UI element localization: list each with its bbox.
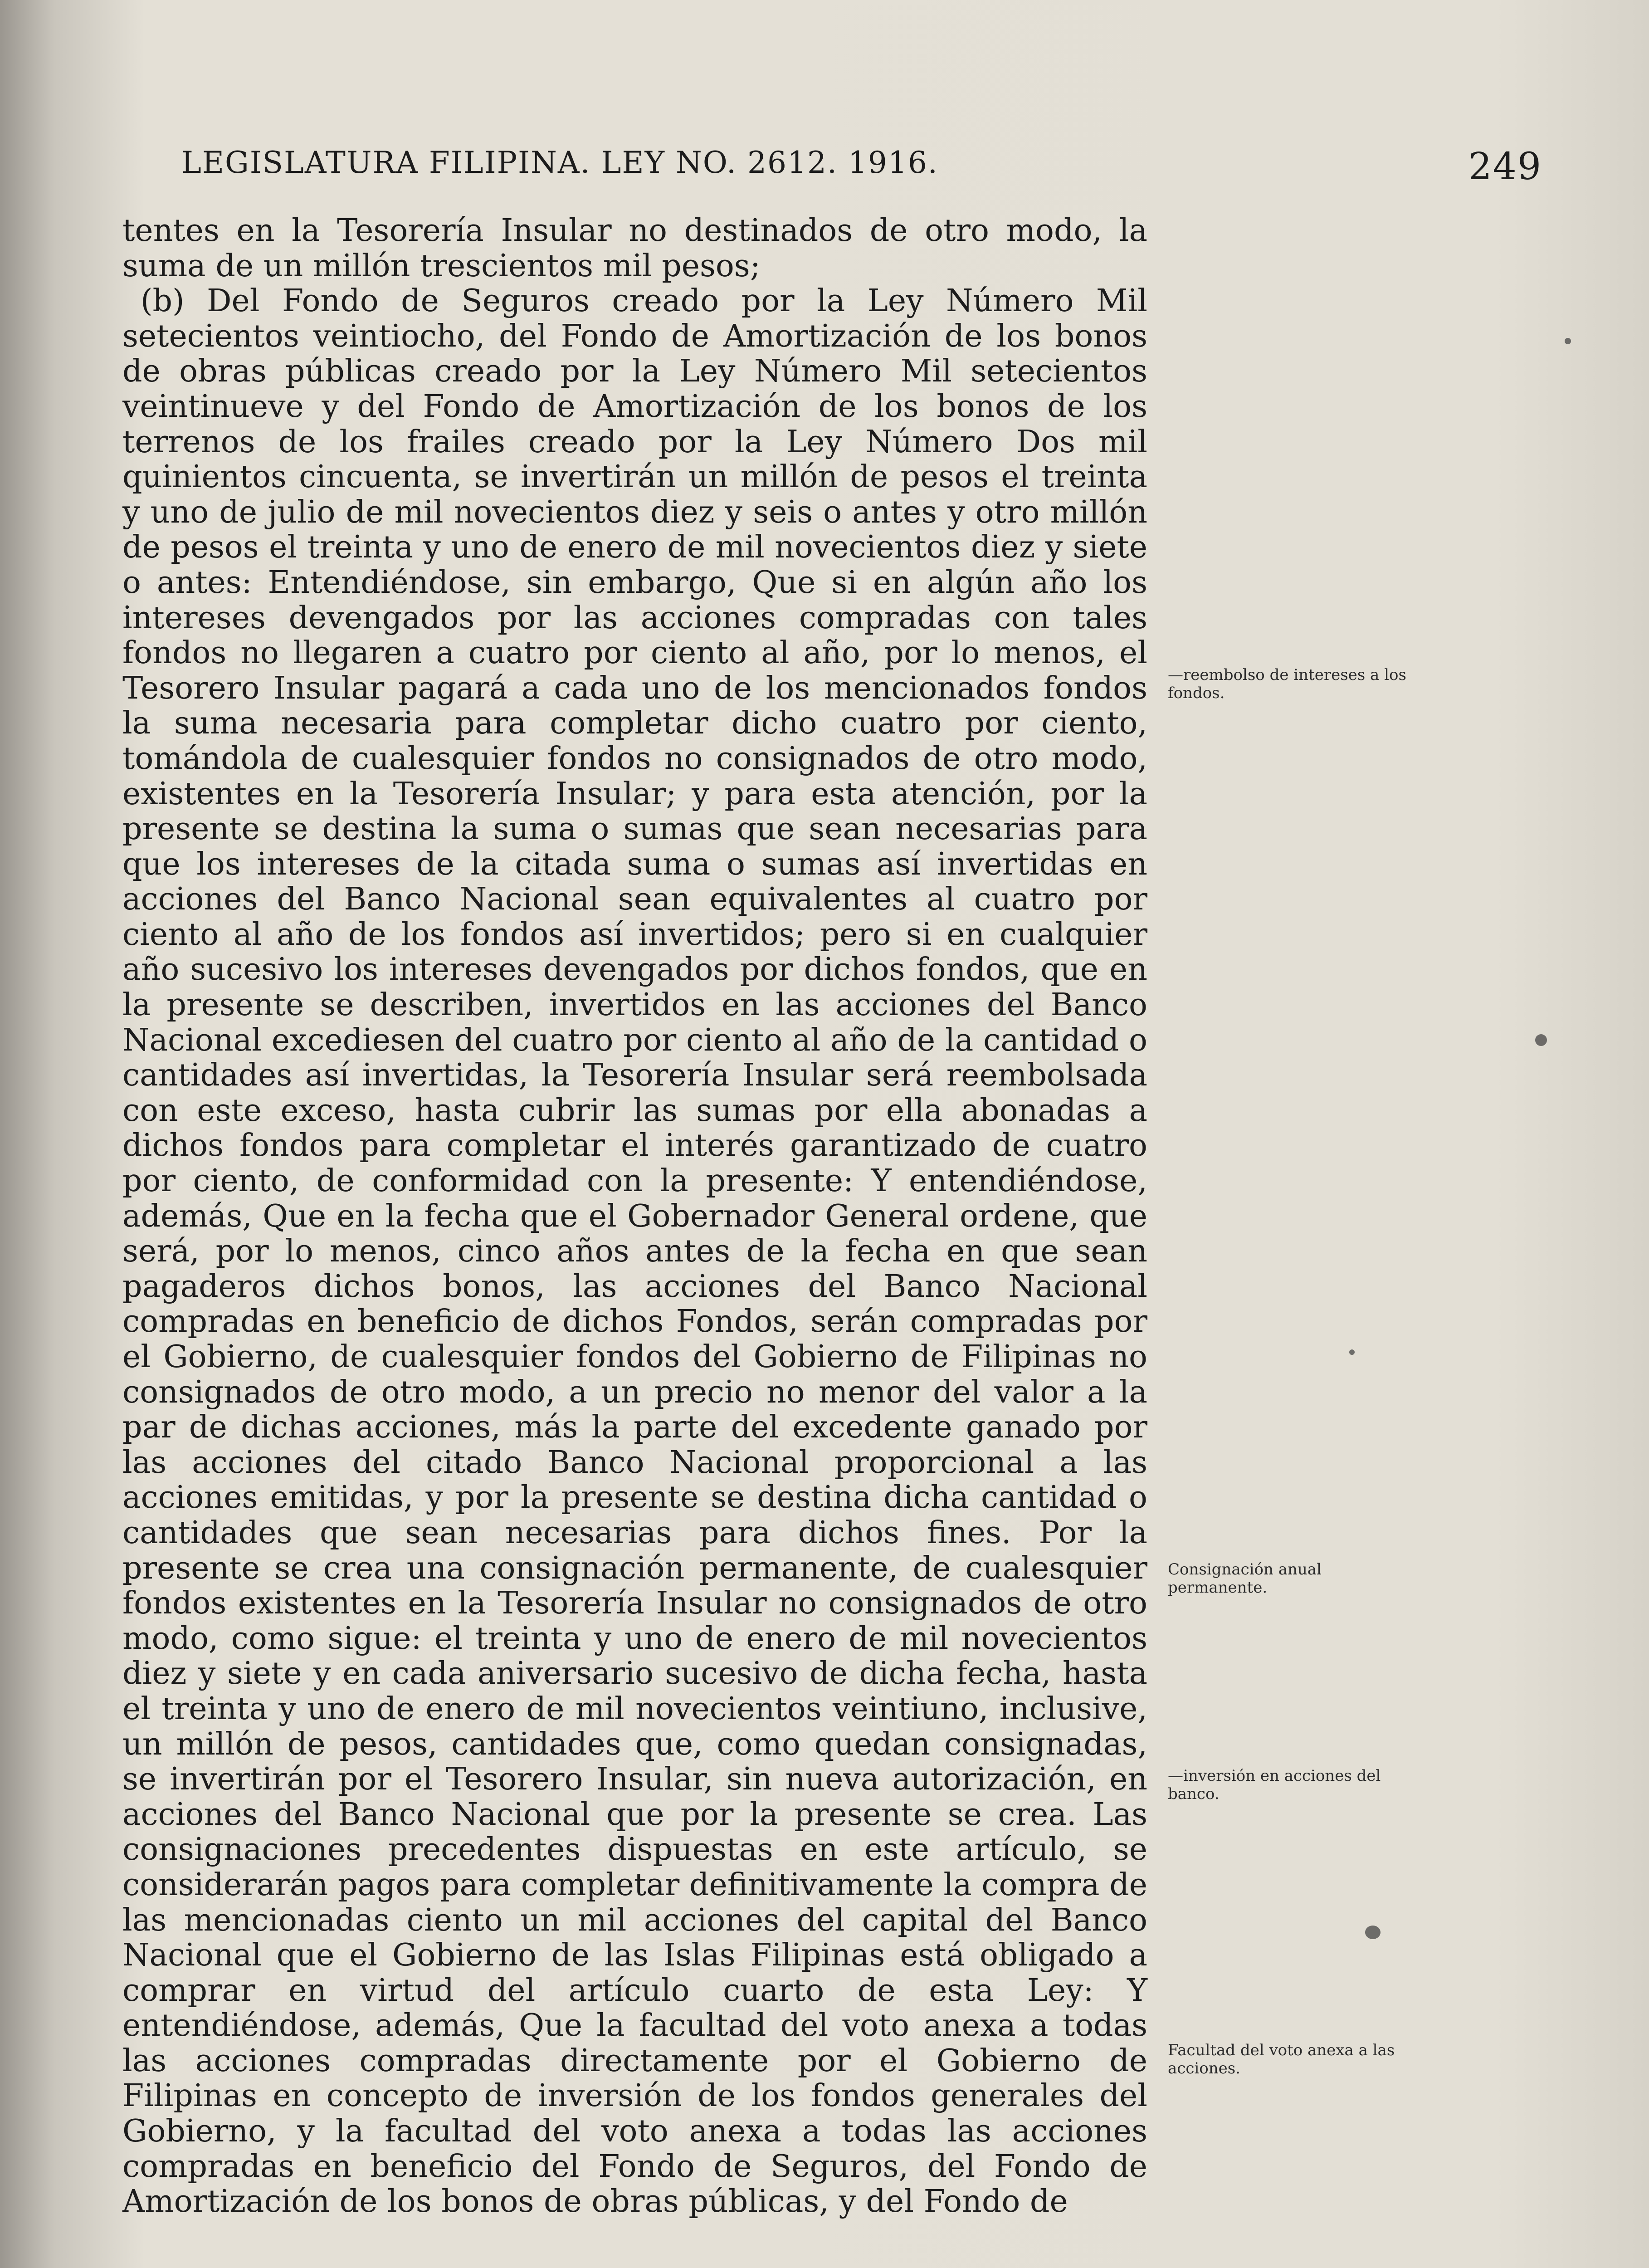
ink-speck [1535,1034,1547,1046]
paragraph: (b) Del Fondo de Seguros creado por la Ley Número Mil setecientos veintiocho, del Fondo de Amortización de los bonos de obras públicas creado por la Ley Número Mil setecientos veintinueve y del Fondo de Amortización de los bonos de los terrenos de los frailes creado por la Ley Número Dos mil quinientos cincuenta, se invertirán un millón de pesos el treinta y uno de julio de mil novecientos diez y seis o antes y otro millón de pesos el treinta y uno de enero de mil novecientos diez y siete o antes: Entendiéndose, sin embargo, Que si en algún año los intereses devengados por las acciones compradas con tales fondos no llegaren a cuatro por ciento al año, por lo menos, el Tesorero Insular pagará a cada uno de los mencionados fondos la suma necesaria para completar dicho cuatro por ciento, tomándola de cualesquier fondos no consignados de otro modo, existentes en la Tesorería Insular; y para esta atención, por la presente se destina la suma o sumas que sean necesarias para que los intereses de la citada suma o sumas así invertidas en acciones del Banco Nacional sean equivalentes al cuatro por ciento al año de los fondos así invertidos; pero si en cualquier año sucesivo los intereses devengados por dichos fondos, que en la presente se describen, invertidos en las acciones del Banco Nacional excediesen del cuatro por ciento al año de la cantidad o cantidades así invertidas, la Tesorería Insular será reembolsada con este exceso, hasta cubrir las sumas por ella abonadas a dichos fondos para completar el interés garantizado de cuatro por ciento, de conformidad con la presente: Y entendiéndose, además, Que en la fecha que el Gobernador General ordene, que será, por lo menos, cinco años antes de la fecha en que sean pagaderos dichos bonos, las acciones del Banco Nacional compradas en beneficio de dichos Fondos, serán compradas por el Gobierno, de cualesquier fondos del Gobierno de Filipinas no consignados de otro modo, a un precio no menor del valor a la par de dichas acciones, más la parte del excedente ganado por las acciones del citado Banco Nacional proporcional a las acciones emitidas, y por la presente se destina dicha cantidad o cantidades que sean necesarias para dichos fines. Por la presente se crea una consignación permanente, de cualesquier fondos existentes en la Tesorería Insular no consignados de otro modo, como sigue: el treinta y uno de enero de mil novecientos diez y siete y en cada aniversario sucesivo de dicha fecha, hasta el treinta y uno de enero de mil novecientos veintiuno, inclusive, un millón de pesos, cantidades que, como quedan consignadas, se invertirán por el Tesorero Insular, sin nueva autorización, en acciones del Banco Nacional que por la presente se crea. Las consignaciones precedentes dispuestas en este artículo, se considerarán pagos para completar definitivamente la compra de las mencionadas ciento un mil acciones del capital del Banco Nacional que el Gobierno de las Islas Filipinas está obligado a comprar en virtud del artículo cuarto de esta Ley: Y entendiéndose, además, Que la facultad del voto anexa a todas las acciones compradas directamente por el Gobierno de Filipinas en concepto de inversión de los fondos generales del Gobierno, y la facultad del voto anexa a todas las acciones compradas en beneficio del Fondo de Seguros, del Fondo de Amortización de los bonos de obras públicas, y del Fondo de [122,283,1147,2220]
running-title: LEGISLATURA FILIPINA. LEY NO. 2612. 1916. [181,145,938,180]
margin-note-inversion: —inversión en acciones del banco. [1168,1767,1381,1803]
page-number: 249 [1468,145,1542,188]
margin-note-facultad-voto: Facultad del voto anexa a las acciones. [1168,2041,1395,2077]
margin-note-reembolso: —reembolso de intereses a los fondos. [1168,666,1406,702]
ink-speck [1349,1349,1355,1355]
ink-speck [1365,1926,1381,1939]
page-header [181,136,1542,191]
body-text [122,213,1147,2219]
margin-note-consignacion: Consignación anual permanente. [1168,1560,1322,1597]
paragraph: tentes en la Tesorería Insular no destinados de otro modo, la suma de un millón trescientos mil pesos; [122,213,1147,284]
ink-speck [1565,338,1571,344]
